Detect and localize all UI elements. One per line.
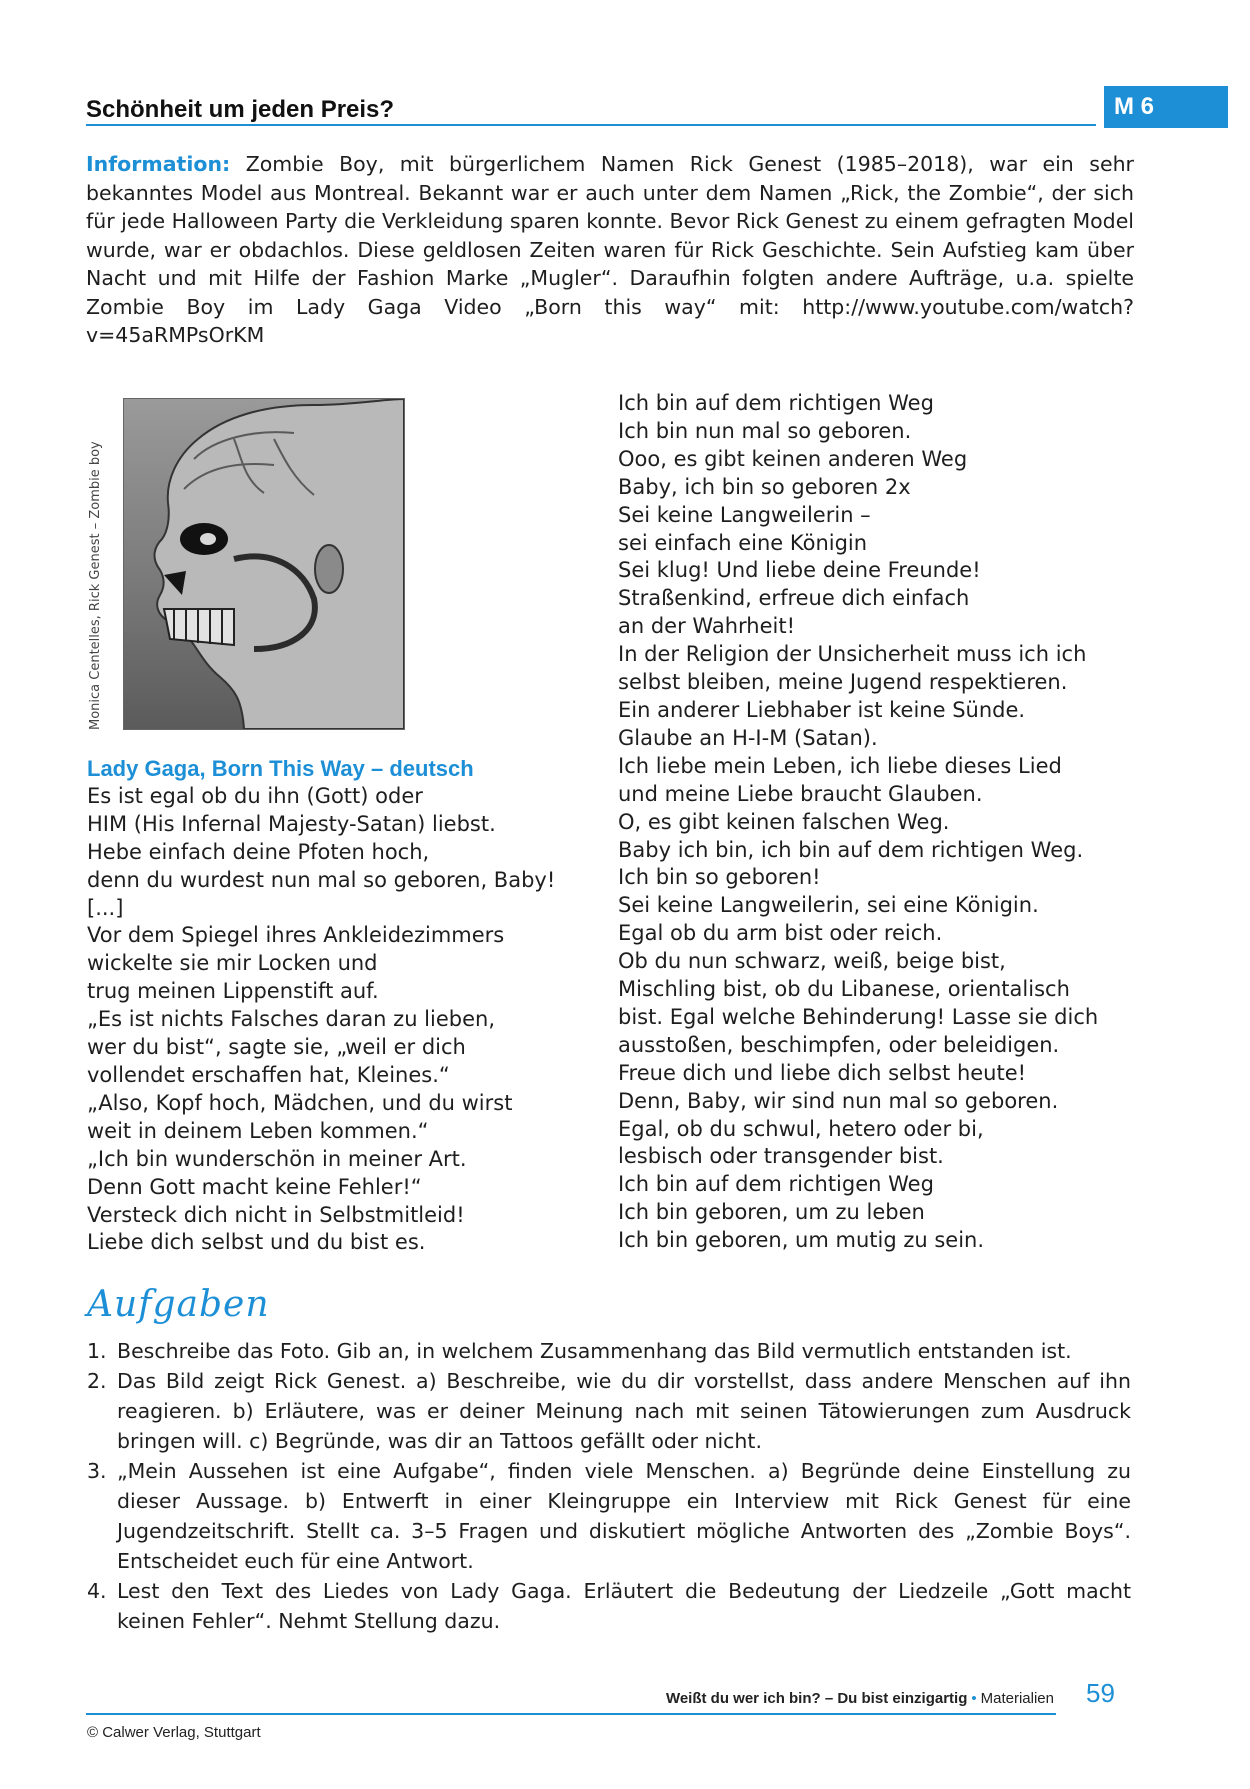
header-rule	[86, 124, 1096, 126]
song-line: Baby, ich bin so geboren 2x	[618, 474, 911, 499]
song-line: bist. Egal welche Behinderung! Lasse sie dich	[618, 1004, 1099, 1029]
song-left-column	[87, 755, 607, 1257]
task-text: Das Bild zeigt Rick Genest. a) Beschreibe, wie du dir vorstellst, dass andere Menschen auf ihn reagieren. b) Erläutere, was er deiner Meinung nach mit seinen Tätowierungen zum Ausdruck bringen will. c) Begründe, was dir an Tattoos gefällt oder nicht.	[117, 1369, 1131, 1453]
footer-series-title: Weißt du wer ich bin? – Du bist einzigartig	[665, 1690, 968, 1707]
song-title: Lady Gaga, Born This Way – deutsch	[87, 756, 474, 781]
song-line: ausstoßen, beschimpfen, oder beleidigen.	[618, 1032, 1060, 1057]
song-line: trug meinen Lippenstift auf.	[87, 979, 379, 1004]
song-line: Glaube an H-I-M (Satan).	[618, 725, 878, 750]
song-line: Ich bin geboren, um zu leben	[618, 1200, 925, 1225]
photo-credit: Monica Centelles, Rick Genest – Zombie boy	[88, 441, 103, 730]
song-line: Es ist egal ob du ihn (Gott) oder	[87, 783, 423, 808]
page-title: Schönheit um jeden Preis?	[86, 96, 395, 123]
song-line: „Also, Kopf hoch, Mädchen, und du wirst	[87, 1090, 513, 1115]
song-line: Straßenkind, erfreue dich einfach	[618, 586, 970, 611]
song-line: Ich bin nun mal so geboren.	[618, 418, 912, 443]
footer-rule	[86, 1713, 1056, 1715]
song-line: O, es gibt keinen falschen Weg.	[618, 809, 950, 834]
song-line: Ein anderer Liebhaber ist keine Sünde.	[618, 697, 1026, 722]
task-item	[87, 1456, 1131, 1576]
song-line: Freue dich und liebe dich selbst heute!	[618, 1060, 1027, 1085]
song-line: Mischling bist, ob du Libanese, orientalisch	[618, 977, 1070, 1002]
song-line: Ich bin so geboren!	[618, 865, 821, 890]
song-line: Denn Gott macht keine Fehler!“	[87, 1174, 422, 1199]
information-paragraph	[86, 150, 1134, 350]
song-line: Egal, ob du schwul, hetero oder bi,	[618, 1116, 984, 1141]
song-line: sei einfach eine Königin	[618, 530, 868, 555]
song-line: wer du bist“, sagte sie, „weil er dich	[87, 1035, 466, 1060]
song-line: denn du wurdest nun mal so geboren, Baby!	[87, 867, 556, 892]
song-line: In der Religion der Unsicherheit muss ich ich	[618, 642, 1087, 667]
song-line: Hebe einfach deine Pfoten hoch,	[87, 839, 430, 864]
copyright-notice: © Calwer Verlag, Stuttgart	[87, 1724, 261, 1741]
task-item	[87, 1576, 1131, 1636]
song-line: Ob du nun schwarz, weiß, beige bist,	[618, 949, 1006, 974]
song-line: Vor dem Spiegel ihres Ankleidezimmers	[87, 923, 505, 948]
song-line: Sei keine Langweilerin –	[618, 502, 871, 527]
footer-section: Materialien	[980, 1690, 1054, 1707]
material-tag: M 6	[1104, 86, 1228, 128]
song-line: lesbisch oder transgender bist.	[618, 1144, 944, 1169]
song-line: Ich liebe mein Leben, ich liebe dieses Lied	[618, 753, 1062, 778]
information-text: Zombie Boy, mit bürgerlichem Namen Rick Genest (1985–2018), war ein sehr bekanntes Model aus Montreal. Bekannt war er auch unter dem Namen „Rick, the Zombie“, der sich für jede Halloween Party die Verkleidung sparen konnte. Bevor Rick Genest zu einem gefragten Model wurde, war er obdachlos. Diese geldlosen Zeiten waren für Rick Geschichte. Sein Aufstieg kam über Nacht und mit Hilfe der Fashion Marke „Mugler“. Daraufhin folgten andere Aufträge, u.a. spielte Zombie Boy im Lady Gaga Video „Born this way“ mit: http://www.youtube.com/watch?v=45aRMPsOrKM	[86, 152, 1135, 347]
song-line: [...]	[87, 895, 124, 920]
footer-series	[666, 1690, 1054, 1707]
song-line: HIM (His Infernal Majesty-Satan) liebst.	[87, 811, 496, 836]
song-line: Baby ich bin, ich bin auf dem richtigen Weg.	[618, 837, 1084, 862]
task-list	[87, 1336, 1131, 1636]
song-line: selbst bleiben, meine Jugend respektieren.	[618, 670, 1068, 695]
information-lead: Information:	[86, 152, 231, 176]
task-number: 3.	[87, 1459, 107, 1483]
song-line: an der Wahrheit!	[618, 614, 795, 639]
footer-dot: •	[971, 1690, 977, 1707]
song-line: wickelte sie mir Locken und	[87, 951, 378, 976]
task-item	[87, 1336, 1131, 1366]
song-right-column	[618, 390, 1130, 1255]
song-line: Ich bin auf dem richtigen Weg	[618, 391, 934, 415]
song-line: Liebe dich selbst und du bist es.	[87, 1230, 426, 1255]
song-line: weit in deinem Leben kommen.“	[87, 1118, 429, 1143]
skull-face-illustration	[124, 399, 404, 729]
song-line: Denn, Baby, wir sind nun mal so geboren.	[618, 1088, 1059, 1113]
task-text: Beschreibe das Foto. Gib an, in welchem Zusammenhang das Bild vermutlich entstanden ist.	[117, 1339, 1072, 1363]
song-line: und meine Liebe braucht Glauben.	[618, 781, 983, 806]
task-number: 2.	[87, 1369, 107, 1393]
song-line: Sei keine Langweilerin, sei eine Königin.	[618, 893, 1039, 918]
song-line: Ich bin geboren, um mutig zu sein.	[618, 1228, 985, 1253]
song-line: Ooo, es gibt keinen anderen Weg	[618, 446, 968, 471]
task-number: 1.	[87, 1339, 107, 1363]
task-text: Lest den Text des Liedes von Lady Gaga. Erläutert die Bedeutung der Liedzeile „Gott macht keinen Fehler“. Nehmt Stellung dazu.	[117, 1579, 1131, 1633]
zombie-boy-photo	[123, 398, 405, 730]
song-line: Sei klug! Und liebe deine Freunde!	[618, 558, 981, 583]
song-line: Ich bin auf dem richtigen Weg	[618, 1172, 934, 1197]
task-item	[87, 1366, 1131, 1456]
song-line: Egal ob du arm bist oder reich.	[618, 921, 943, 946]
task-number: 4.	[87, 1579, 107, 1603]
task-text: „Mein Aussehen ist eine Aufgabe“, finden viele Menschen. a) Begründe deine Einstellung zu dieser Aussage. b) Entwerft in einer Kleingruppe ein Interview mit Rick Genest für eine Jugendzeitschrift. Stellt ca. 3–5 Fragen und diskutiert mögliche Antworten des „Zombie Boys“. Entscheidet euch für eine Antwort.	[117, 1459, 1131, 1573]
song-line: vollendet erschaffen hat, Kleines.“	[87, 1062, 450, 1087]
song-line: „Ich bin wunderschön in meiner Art.	[87, 1146, 467, 1171]
tasks-heading: Aufgaben	[87, 1284, 270, 1325]
song-line: Versteck dich nicht in Selbstmitleid!	[87, 1202, 465, 1227]
page-number: 59	[1086, 1678, 1115, 1708]
song-line: „Es ist nichts Falsches daran zu lieben,	[87, 1007, 496, 1032]
